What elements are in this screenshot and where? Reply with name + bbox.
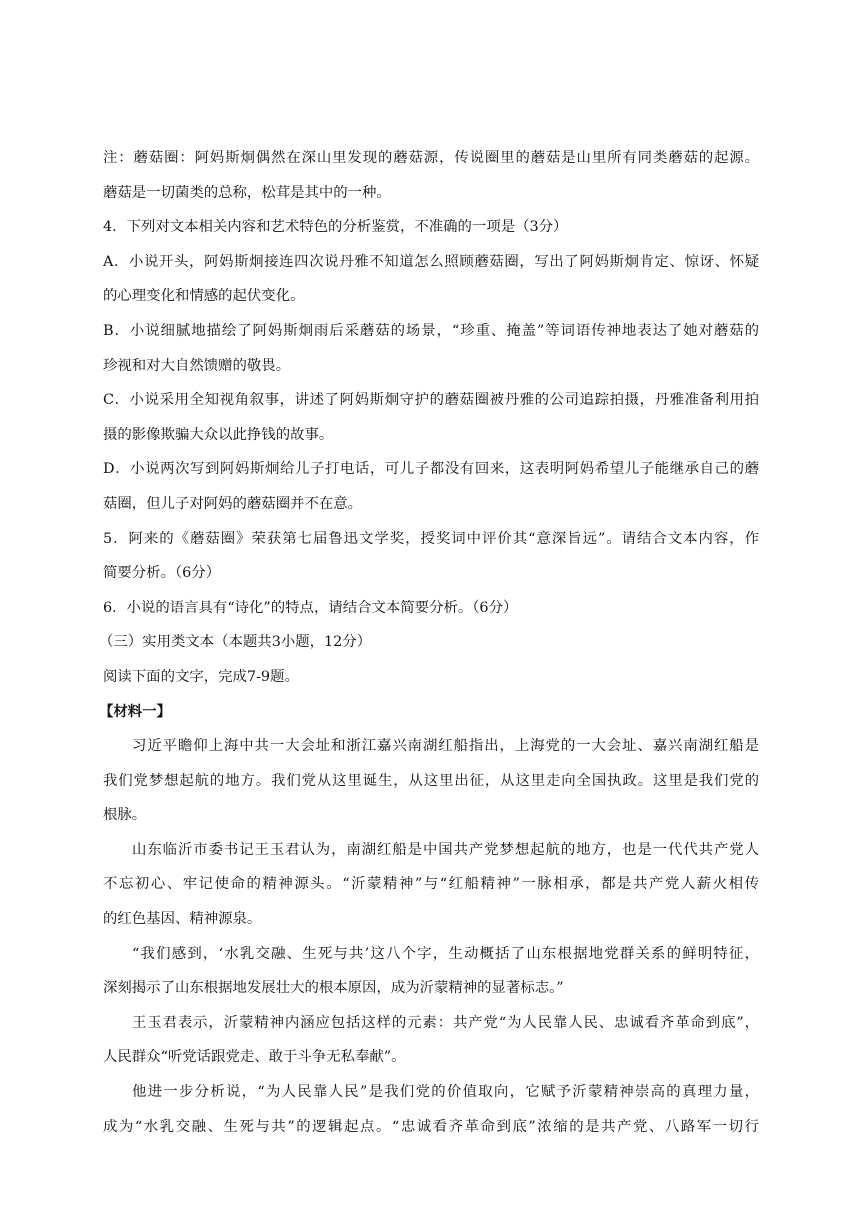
option-a-line-1: A．小说开头，阿妈斯炯接连四次说丹雅不知道怎么照顾蘑菇圈，写出了阿妈斯炯肯定、惊讶、怀疑 <box>103 253 759 270</box>
option-d-line-1: D．小说两次写到阿妈斯炯给儿子打电话，可儿子都没有回来，这表明阿妈希望儿子能继承自己的蘑 <box>103 461 759 478</box>
paragraph-4-line-1: 王玉君表示，沂蒙精神内涵应包括这样的元素：共产党“为人民靠人民、忠诚看齐革命到底”， <box>132 1014 759 1031</box>
paragraph-5-line-2: 成为“水乳交融、生死与共”的逻辑起点。“忠诚看齐革命到底”浓缩的是共产党、八路军一切行 <box>103 1118 759 1135</box>
paragraph-1-line-3: 根脉。 <box>103 807 147 824</box>
paragraph-3-line-1: “我们感到，‘水乳交融、生死与共’这八个字，生动概括了山东根据地党群关系的鲜明特征， <box>132 945 759 962</box>
option-d-line-2: 菇圈，但儿子对阿妈的蘑菇圈并不在意。 <box>103 495 363 512</box>
option-a-line-2: 的心理变化和情感的起伏变化。 <box>103 288 305 305</box>
note-line-2: 蘑菇是一切菌类的总称，松茸是其中的一种。 <box>103 184 391 201</box>
document-body <box>99 141 759 1144</box>
note-line-1: 注：蘑菇圈：阿妈斯炯偶然在深山里发现的蘑菇源，传说圈里的蘑菇是山里所有同类蘑菇的起源。 <box>103 150 759 166</box>
option-b-line-1: B．小说细腻地描绘了阿妈斯炯雨后采蘑菇的场景，“珍重、掩盖”等词语传神地表达了她对蘑菇的 <box>103 322 759 339</box>
paragraph-5-line-1: 他进一步分析说，“为人民靠人民”是我们党的价值取向，它赋予沂蒙精神崇高的真理力量， <box>132 1084 759 1101</box>
option-b-line-2: 珍视和对大自然馈赠的敬畏。 <box>103 357 291 374</box>
paragraph-2-line-3: 的红色基因、精神源泉。 <box>103 911 262 928</box>
question-4-stem: 4．下列对文本相关内容和艺术特色的分析鉴赏，不准确的一项是（3分） <box>103 219 568 236</box>
reading-instruction: 阅读下面的文字，完成7-9题。 <box>103 668 299 685</box>
question-5-line-2: 简要分析。（6分） <box>103 565 221 582</box>
paragraph-3-line-2: 深刻揭示了山东根据地发展壮大的根本原因，成为沂蒙精神的显著标志。” <box>103 980 564 997</box>
paragraph-4-line-2: 人民群众“听党话跟党走、敢于斗争无私奉献”。 <box>103 1049 406 1066</box>
paragraph-2-line-2: 不忘初心、牢记使命的精神源头。“沂蒙精神”与“红船精神”一脉相承，都是共产党人薪火相传 <box>103 876 759 893</box>
material-one-heading: 【材料一】 <box>99 702 171 720</box>
option-c-line-1: C．小说采用全知视角叙事，讲述了阿妈斯炯守护的蘑菇圈被丹雅的公司追踪拍摄，丹雅准备利用拍 <box>103 392 759 409</box>
option-c-line-2: 摄的影像欺骗大众以此挣钱的故事。 <box>103 426 334 443</box>
question-5-line-1: 5．阿来的《蘑菇圈》荣获第七届鲁迅文学奖，授奖词中评价其“意深旨远”。请结合文本内容，作 <box>103 530 759 547</box>
section-heading: （三）实用类文本（本题共3小题，12分） <box>99 634 372 651</box>
question-6: 6．小说的语言具有“诗化”的特点，请结合文本简要分析。（6分） <box>103 599 518 616</box>
paragraph-1-line-2: 我们党梦想起航的地方。我们党从这里诞生，从这里出征，从这里走向全国执政。这里是我们党的 <box>103 772 759 789</box>
paragraph-2-line-1: 山东临沂市委书记王玉君认为，南湖红船是中国共产党梦想起航的地方，也是一代代共产党人 <box>132 841 759 858</box>
paragraph-1-line-1: 习近平瞻仰上海中共一大会址和浙江嘉兴南湖红船指出，上海党的一大会址、嘉兴南湖红船是 <box>132 738 759 755</box>
